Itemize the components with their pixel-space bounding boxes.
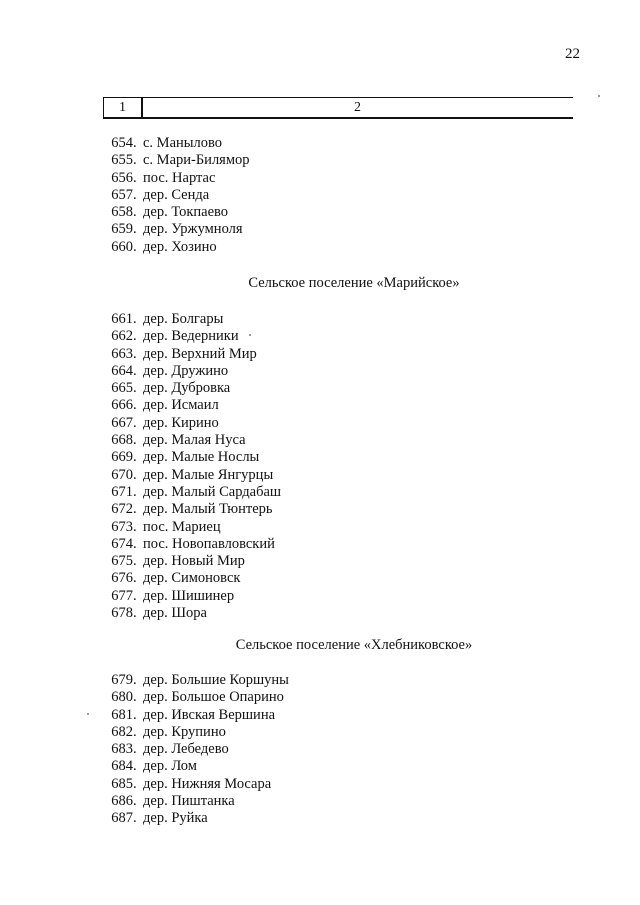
list-item bbox=[0, 346, 640, 363]
list-item bbox=[0, 793, 640, 810]
table-header bbox=[103, 97, 573, 119]
item-number: 677 bbox=[111, 587, 133, 604]
list-item bbox=[0, 221, 640, 238]
settlement-list-3 bbox=[0, 672, 640, 828]
settlement-name: дер. Большие Коршуны bbox=[143, 672, 289, 688]
section-title-mariyskoe: Сельское поселение «Марийское» bbox=[248, 275, 460, 291]
item-number: 687 bbox=[111, 810, 133, 827]
settlement-name: дер. Лом bbox=[143, 758, 197, 775]
settlement-name: дер. Малая Нуса bbox=[143, 432, 246, 449]
list-item bbox=[0, 484, 640, 501]
item-number: 669 bbox=[111, 449, 133, 466]
item-number: 665 bbox=[111, 380, 133, 397]
settlement-name: дер. Хозино bbox=[143, 238, 217, 255]
settlement-name: дер. Новый Мир bbox=[143, 553, 245, 570]
settlement-name: дер. Нижняя Мосара bbox=[143, 775, 272, 792]
item-number: 667 bbox=[111, 414, 133, 431]
list-item bbox=[0, 415, 640, 432]
item-number: 662 bbox=[111, 328, 133, 345]
settlement-name: дер. Шора bbox=[143, 605, 207, 622]
item-number: 676 bbox=[111, 570, 133, 587]
item-number-dot: . bbox=[133, 758, 137, 775]
settlement-name: дер. Симоновск bbox=[143, 570, 241, 587]
list-item bbox=[0, 758, 640, 775]
settlement-list-2 bbox=[0, 311, 640, 622]
settlement-name: дер. Большое Опарино bbox=[143, 689, 284, 706]
settlement-name: дер. Пиштанка bbox=[143, 793, 235, 810]
settlement-name: дер. Малый Сардабаш bbox=[143, 483, 282, 500]
list-item bbox=[0, 724, 640, 741]
page-number: 22 bbox=[565, 46, 580, 62]
list-item bbox=[0, 204, 640, 221]
list-item bbox=[0, 449, 640, 466]
list-item bbox=[0, 741, 640, 758]
settlement-name: дер. Дружино bbox=[143, 362, 229, 379]
item-number: 655 bbox=[111, 152, 133, 169]
item-number-dot: . bbox=[133, 380, 137, 397]
item-number: 678 bbox=[111, 605, 133, 622]
list-item bbox=[0, 501, 640, 518]
item-number: 682 bbox=[111, 723, 133, 740]
section-title-khlebnikovskoe: Сельское поселение «Хлебниковское» bbox=[235, 637, 473, 653]
item-number: 660 bbox=[111, 238, 133, 255]
table-header-col1: 1 bbox=[103, 98, 143, 117]
settlement-name: дер. Шишинер bbox=[143, 587, 235, 604]
list-item bbox=[0, 810, 640, 827]
settlement-name: с. Манылово bbox=[143, 135, 222, 151]
settlement-name: пос. Нартас bbox=[143, 169, 216, 186]
item-number: 663 bbox=[111, 345, 133, 362]
item-number: 654 bbox=[111, 135, 133, 151]
item-number-dot: . bbox=[133, 741, 137, 758]
list-item bbox=[0, 467, 640, 484]
settlement-list-1 bbox=[0, 135, 640, 256]
item-number-dot: . bbox=[133, 553, 137, 570]
settlement-name: дер. Сенда bbox=[143, 186, 210, 203]
list-item bbox=[0, 570, 640, 587]
item-number-dot: . bbox=[133, 672, 137, 688]
settlement-name: дер. Лебедево bbox=[143, 741, 229, 758]
item-number-dot: . bbox=[133, 328, 137, 345]
item-number-dot: . bbox=[133, 221, 137, 238]
item-number-dot: . bbox=[133, 135, 137, 151]
list-item bbox=[0, 519, 640, 536]
item-number: 666 bbox=[111, 397, 133, 414]
item-number: 671 bbox=[111, 483, 133, 500]
list-item bbox=[0, 605, 640, 622]
item-number-dot: . bbox=[133, 501, 137, 518]
settlement-name: с. Мари-Билямор bbox=[143, 152, 250, 169]
list-item bbox=[0, 707, 640, 724]
settlement-name: дер. Малые Нослы bbox=[143, 449, 260, 466]
list-item bbox=[0, 380, 640, 397]
list-item bbox=[0, 328, 640, 345]
settlement-name: дер. Исмаил bbox=[143, 397, 219, 414]
item-number-dot: . bbox=[133, 518, 137, 535]
item-number: 686 bbox=[111, 793, 133, 810]
item-number: 684 bbox=[111, 758, 133, 775]
list-item bbox=[0, 311, 640, 328]
item-number-dot: . bbox=[133, 449, 137, 466]
item-number: 675 bbox=[111, 553, 133, 570]
item-number-dot: . bbox=[133, 204, 137, 221]
settlement-name: дер. Малый Тюнтерь bbox=[143, 501, 273, 518]
settlement-name: дер. Дубровка bbox=[143, 380, 231, 397]
list-item bbox=[0, 672, 640, 689]
settlement-name: пос. Новопавловский bbox=[143, 535, 275, 552]
scan-speck bbox=[87, 713, 89, 715]
settlement-name: дер. Руйка bbox=[143, 810, 208, 827]
item-number: 657 bbox=[111, 186, 133, 203]
settlement-name: дер. Крупино bbox=[143, 723, 226, 740]
list-item bbox=[0, 432, 640, 449]
settlement-name: пос. Мариец bbox=[143, 518, 221, 535]
item-number-dot: . bbox=[133, 570, 137, 587]
settlement-name: дер. Верхний Мир bbox=[143, 345, 257, 362]
item-number: 664 bbox=[111, 362, 133, 379]
item-number: 685 bbox=[111, 775, 133, 792]
item-number-dot: . bbox=[133, 152, 137, 169]
item-number-dot: . bbox=[133, 810, 137, 827]
list-item bbox=[0, 152, 640, 169]
item-number: 679 bbox=[111, 672, 133, 688]
item-number: 672 bbox=[111, 501, 133, 518]
item-number: 683 bbox=[111, 741, 133, 758]
item-number-dot: . bbox=[133, 466, 137, 483]
item-number-dot: . bbox=[133, 689, 137, 706]
list-item bbox=[0, 239, 640, 256]
item-number-dot: . bbox=[133, 723, 137, 740]
list-item bbox=[0, 135, 640, 152]
list-item bbox=[0, 397, 640, 414]
item-number-dot: . bbox=[133, 186, 137, 203]
item-number: 658 bbox=[111, 204, 133, 221]
item-number-dot: . bbox=[133, 793, 137, 810]
item-number: 673 bbox=[111, 518, 133, 535]
item-number: 656 bbox=[111, 169, 133, 186]
settlement-name: дер. Ивская Вершина bbox=[143, 706, 276, 723]
item-number-dot: . bbox=[133, 238, 137, 255]
item-number-dot: . bbox=[133, 587, 137, 604]
item-number-dot: . bbox=[133, 414, 137, 431]
item-number-dot: . bbox=[133, 311, 137, 327]
item-number-dot: . bbox=[133, 483, 137, 500]
list-item bbox=[0, 776, 640, 793]
item-number: 674 bbox=[111, 535, 133, 552]
item-number-dot: . bbox=[133, 345, 137, 362]
item-number-dot: . bbox=[133, 775, 137, 792]
item-number: 661 bbox=[111, 311, 133, 327]
item-number-dot: . bbox=[133, 605, 137, 622]
item-number: 659 bbox=[111, 221, 133, 238]
item-number-dot: . bbox=[133, 432, 137, 449]
table-header-col2: 2 bbox=[354, 100, 361, 115]
settlement-name: дер. Малые Янгурцы bbox=[143, 466, 274, 483]
item-number-dot: . bbox=[133, 169, 137, 186]
scan-speck bbox=[598, 95, 600, 97]
settlement-name: дер. Болгары bbox=[143, 311, 224, 327]
item-number-dot: . bbox=[133, 706, 137, 723]
item-number: 668 bbox=[111, 432, 133, 449]
settlement-name: дер. Ведерники bbox=[143, 328, 239, 345]
settlement-name: дер. Кирино bbox=[143, 414, 219, 431]
list-item bbox=[0, 536, 640, 553]
item-number: 680 bbox=[111, 689, 133, 706]
item-number: 670 bbox=[111, 466, 133, 483]
scan-speck bbox=[249, 334, 251, 336]
item-number: 681 bbox=[111, 706, 133, 723]
list-item bbox=[0, 553, 640, 570]
item-number-dot: . bbox=[133, 535, 137, 552]
settlement-name: дер. Уржумноля bbox=[143, 221, 243, 238]
list-item bbox=[0, 363, 640, 380]
list-item bbox=[0, 588, 640, 605]
list-item bbox=[0, 689, 640, 706]
settlement-name: дер. Токпаево bbox=[143, 204, 229, 221]
list-item bbox=[0, 187, 640, 204]
list-item bbox=[0, 170, 640, 187]
item-number-dot: . bbox=[133, 397, 137, 414]
item-number-dot: . bbox=[133, 362, 137, 379]
